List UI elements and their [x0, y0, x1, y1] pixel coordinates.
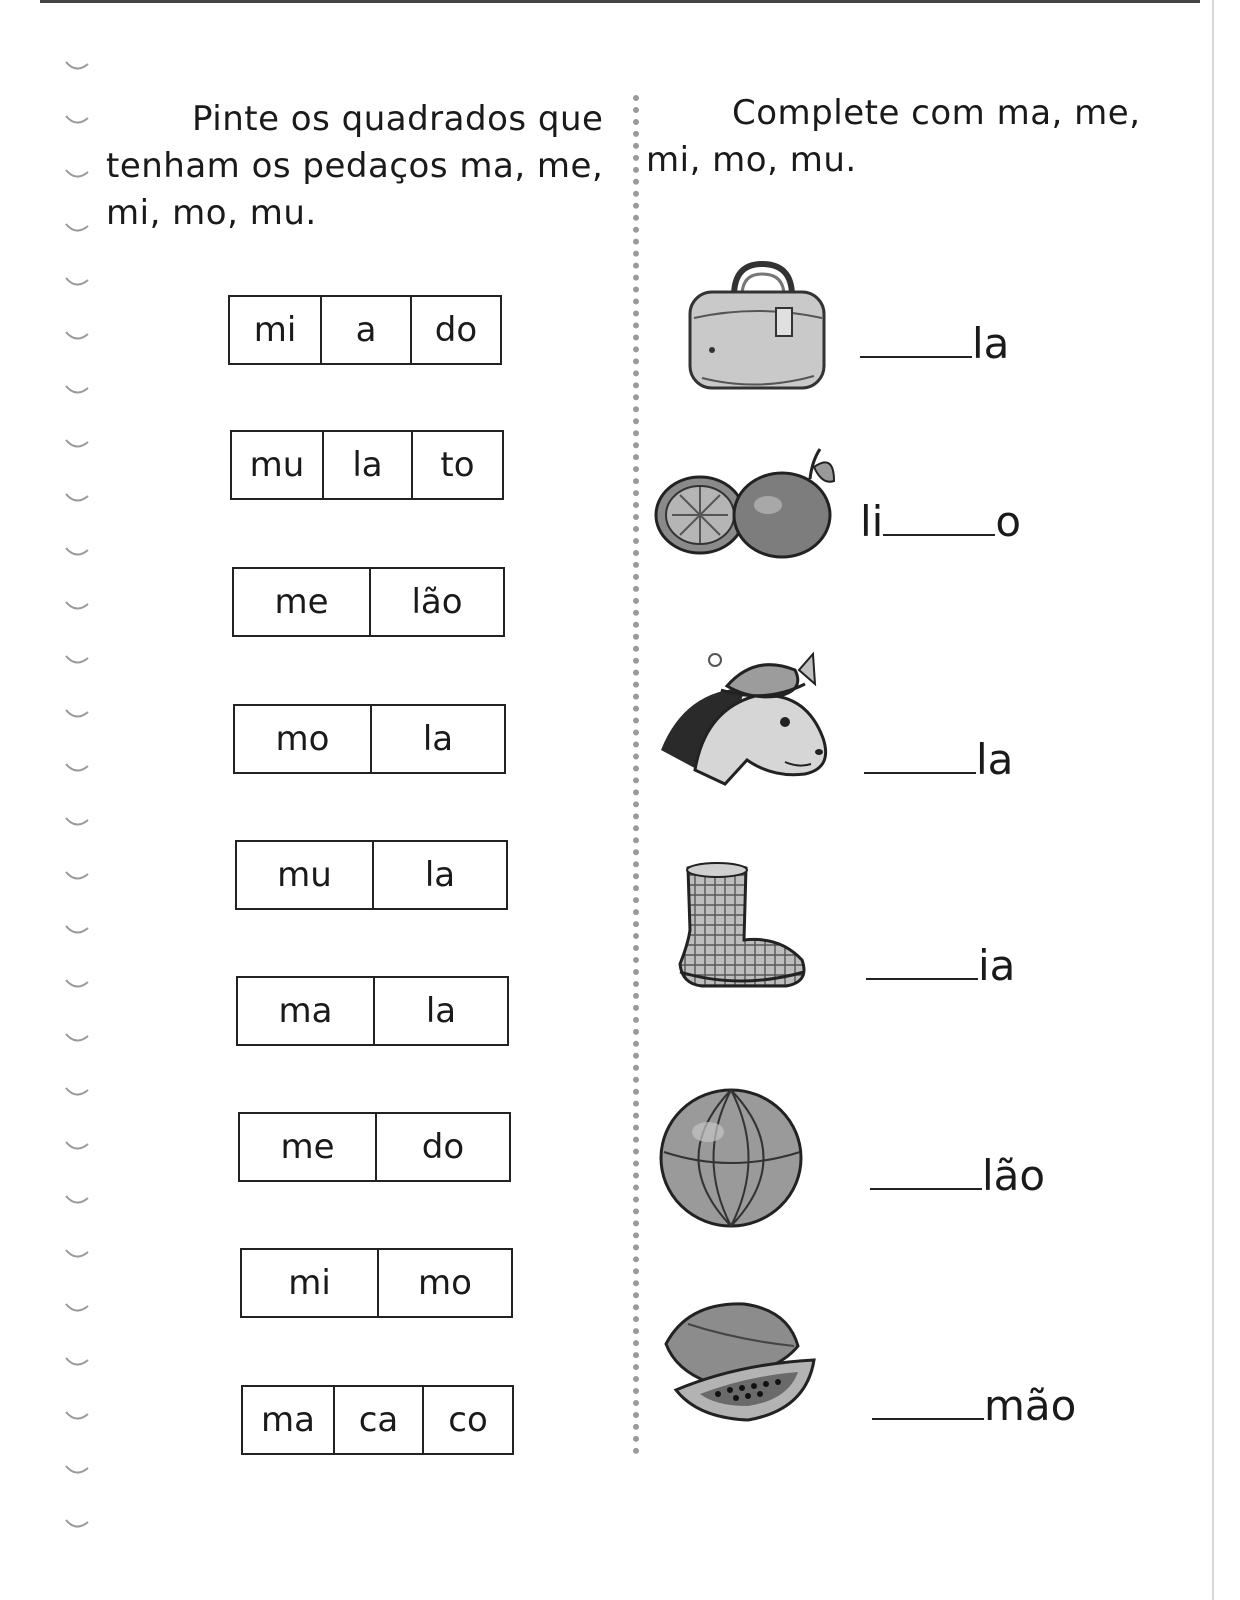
word-row-8 [240, 1248, 513, 1318]
completion-prefix: li [860, 497, 884, 546]
answer-blank[interactable] [864, 734, 976, 774]
word-row-4 [233, 704, 506, 774]
word-row-5 [235, 840, 508, 910]
answer-blank[interactable] [883, 496, 995, 536]
page-top-border [40, 0, 1200, 3]
syllable-box[interactable]: me [240, 1114, 377, 1180]
binding-holes-icon [58, 50, 98, 1570]
answer-blank[interactable] [860, 318, 972, 358]
left-instruction: Pinte os quadrados que tenham os pedaços ma, me, mi, mo, mu. [106, 99, 604, 233]
spiral-binding [58, 50, 98, 1570]
page-right-edge [1212, 0, 1214, 1600]
lemon-picture [652, 445, 842, 565]
completion-papaya [872, 1380, 1076, 1430]
word-row-1 [228, 295, 502, 365]
mule-picture [655, 650, 845, 790]
syllable-box[interactable]: mo [418, 1263, 472, 1303]
completion-melon [870, 1150, 1045, 1200]
syllable-box[interactable]: mi [242, 1250, 379, 1316]
word-row-3 [232, 567, 505, 637]
completion-mule [864, 734, 1013, 784]
syllable-box[interactable]: me [234, 569, 371, 635]
syllable-box[interactable]: ma [243, 1387, 335, 1453]
completion-lemon [860, 496, 1021, 546]
syllable-box[interactable]: a [322, 297, 412, 363]
answer-blank[interactable] [870, 1150, 982, 1190]
syllable-box[interactable]: ma [238, 978, 375, 1044]
completion-boot [866, 940, 1015, 990]
completion-suffix: la [976, 735, 1014, 784]
syllable-box[interactable]: mu [237, 842, 374, 908]
column-divider [633, 95, 639, 1455]
right-instruction: Complete com ma, me, mi, mo, mu. [646, 93, 1141, 180]
word-row-9 [241, 1385, 514, 1455]
syllable-box[interactable]: to [440, 445, 475, 485]
completion-suffix: o [995, 497, 1022, 546]
word-row-2 [230, 430, 504, 500]
completion-suffix: mão [984, 1381, 1077, 1430]
syllable-box[interactable]: do [421, 1127, 465, 1167]
completion-suffix: ia [978, 941, 1016, 990]
boot-picture [670, 860, 815, 995]
completion-suffix: la [972, 319, 1010, 368]
syllable-box[interactable]: do [434, 310, 478, 350]
melon-picture [656, 1082, 806, 1232]
papaya-picture [648, 1300, 818, 1425]
syllable-box[interactable]: la [424, 855, 456, 895]
syllable-box[interactable]: la [324, 432, 413, 498]
word-row-7 [238, 1112, 511, 1182]
syllable-box[interactable]: mo [235, 706, 372, 772]
syllable-box[interactable]: mi [230, 297, 322, 363]
answer-blank[interactable] [872, 1380, 984, 1420]
suitcase-picture [682, 258, 832, 398]
syllable-box[interactable]: la [422, 719, 454, 759]
syllable-box[interactable]: lão [411, 582, 463, 622]
syllable-box[interactable]: mu [232, 432, 324, 498]
syllable-box[interactable]: la [425, 991, 457, 1031]
answer-blank[interactable] [866, 940, 978, 980]
word-row-6 [236, 976, 509, 1046]
completion-suitcase [860, 318, 1009, 368]
syllable-box[interactable]: ca [335, 1387, 424, 1453]
syllable-box[interactable]: co [448, 1400, 488, 1440]
completion-suffix: lão [982, 1151, 1046, 1200]
